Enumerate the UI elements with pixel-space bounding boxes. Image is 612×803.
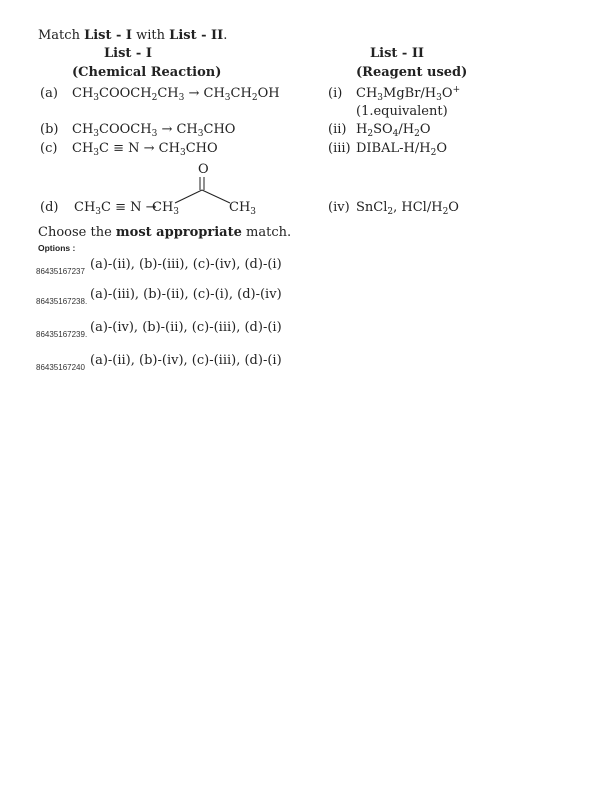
list2-title: List - II [370, 46, 425, 61]
row-a-reaction: $CH_3COOCH_2CH_3 \to CH_3CH_2OH$ [72, 86, 280, 103]
options-label: Options : [38, 243, 76, 253]
row-c-reaction: $CH_3C \equiv N \to CH_3CHO$ [72, 141, 218, 158]
row-b-reagent: $H_2SO_4/H_2O$ [356, 122, 431, 139]
row-d-reaction: $CH_3C \equiv N$ → [74, 200, 157, 217]
ketone-right-methyl: $CH_3$ [229, 200, 257, 217]
row-d-reagent: SnCl$_2$, HCl/$H_2O$ [356, 200, 459, 217]
list1-subtitle: (Chemical Reaction) [72, 65, 222, 80]
intro-list1: List - I [84, 28, 133, 43]
bond-left [175, 190, 202, 203]
row-d-reagent-label: (iv) [328, 200, 350, 215]
intro-text-1: Match [38, 28, 85, 43]
option-2[interactable]: (a)-(iii), (b)-(ii), (c)-(i), (d)-(iv) [90, 287, 282, 302]
bond-right [202, 190, 230, 203]
row-a-label: (a) [40, 86, 58, 101]
row-a-reagent: $CH_3MgBr/H_3O^+$ [356, 85, 461, 103]
ketone-left-methyl: $CH_3$ [152, 200, 180, 217]
intro-text-3: . [223, 28, 228, 43]
row-b-reaction: $CH_3COOCH_3 \to CH_3CHO$ [72, 122, 236, 139]
option-id: 86435167237 [36, 267, 85, 276]
option-1[interactable]: (a)-(ii), (b)-(iii), (c)-(iv), (d)-(i) [90, 257, 282, 272]
row-a-reagent-note: (1.equivalent) [356, 104, 448, 119]
row-c-reagent: DIBAL-$H/H_2O$ [356, 141, 447, 158]
option-3[interactable]: (a)-(iv), (b)-(ii), (c)-(iii), (d)-(i) [90, 320, 282, 335]
option-id: 86435167238. [36, 297, 88, 306]
row-b-reagent-label: (ii) [328, 122, 347, 137]
option-id: 86435167240 [36, 363, 85, 372]
intro-text-2: with [132, 28, 170, 43]
list1-title: List - I [104, 46, 152, 61]
option-4[interactable]: (a)-(ii), (b)-(iv), (c)-(iii), (d)-(i) [90, 353, 282, 368]
row-d-label: (d) [40, 200, 59, 215]
ketone-bonds [170, 170, 240, 210]
question-intro [38, 28, 227, 43]
row-c-label: (c) [40, 141, 58, 156]
list2-subtitle: (Reagent used) [356, 65, 468, 80]
row-c-reagent-label: (iii) [328, 141, 351, 156]
option-id: 86435167239. [36, 330, 88, 339]
intro-list2: List - II [169, 28, 224, 43]
row-a-reagent-label: (i) [328, 86, 343, 101]
question-prompt: Choose the most appropriate match. [38, 225, 292, 240]
row-b-label: (b) [40, 122, 59, 137]
ketone-oxygen: O [198, 162, 209, 177]
